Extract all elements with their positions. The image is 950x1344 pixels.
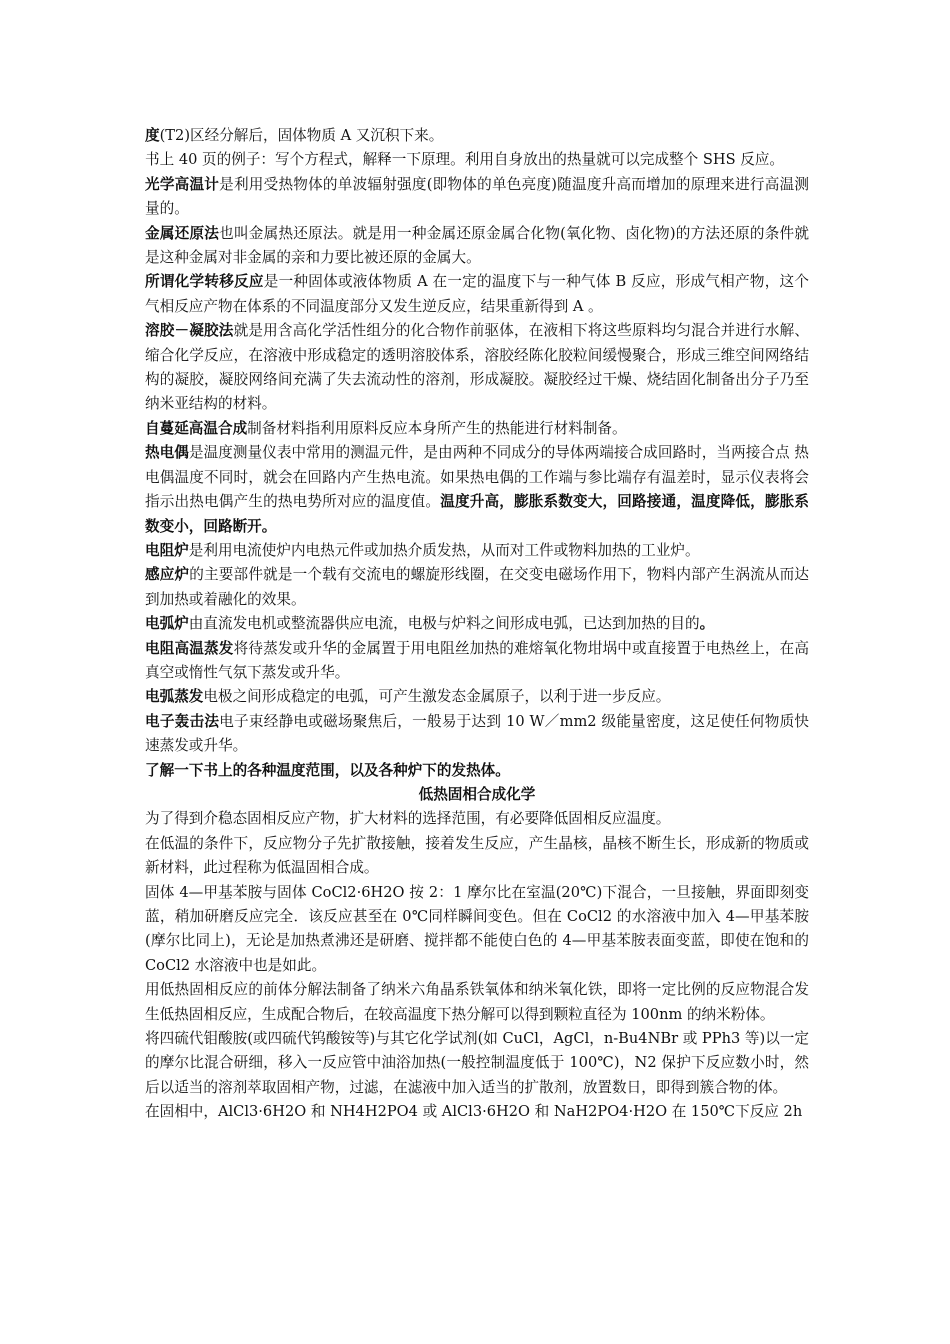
section-heading xyxy=(145,783,809,807)
paragraph xyxy=(145,807,809,831)
text-run: 书上 40 页的例子：写个方程式，解释一下原理。利用自身放出的热量就可以完成整个 SHS 反应。 xyxy=(145,151,785,169)
paragraph xyxy=(145,222,809,271)
paragraph xyxy=(145,173,809,222)
text-run: 电子束经静电或磁场聚焦后，一般易于达到 10 W／mm2 级能量密度，这足使任何物质快速蒸发或升华。 xyxy=(145,712,809,755)
paragraph xyxy=(145,881,809,979)
paragraph xyxy=(145,710,809,759)
text-run: 是温度测量仪表中常用的测温元件，是由两种不同成分的导体两端接合成回路时，当两接合点 热电偶温度不同时，就会在回路内产生热电流。如果热电偶的工作端与参比端存有温差时，显示仪表将会指示出热电偶产生的热电势所对应的温度值。 xyxy=(145,444,809,511)
text-run: 将四硫代钼酸胺(或四硫代钨酸铵等)与其它化学试剂(如 CuCl，AgCl，n-Bu4NBr 或 PPh3 等)以一定的摩尔比混合研细，移入一反应管中油浴加热(一般控制温度低于 100℃)，N2 保护下反应数小时，然后以适当的溶剂萃取固相产物，过滤，在滤液中加入适当的扩散剂，放置数日，即得到簇合物的体。 xyxy=(145,1030,809,1096)
document-body xyxy=(145,124,809,1125)
bold-text-run: 低热固相合成化学 xyxy=(418,785,536,803)
paragraph xyxy=(145,539,809,563)
paragraph xyxy=(145,685,809,709)
text-run: 由直流发电机或整流器供应电流，电极与炉料之间形成电弧，已达到加热的目的 xyxy=(188,615,700,633)
paragraph xyxy=(145,637,809,686)
paragraph xyxy=(145,270,809,319)
bold-text-run: 电阻高温蒸发 xyxy=(145,639,234,657)
text-run: 电极之间形成稳定的电弧，可产生激发态金属原子，以利于进一步反应。 xyxy=(203,688,671,706)
paragraph xyxy=(145,148,809,172)
paragraph xyxy=(145,319,809,417)
text-run: 用低热固相反应的前体分解法制备了纳米六角晶系铁氧体和纳米氧化铁，即将一定比例的反应物混合发生低热固相反应，生成配合物后，在较高温度下热分解可以得到颗粒直径为 100nm 的纳米粉体。 xyxy=(145,981,809,1023)
paragraph xyxy=(145,563,809,612)
text-run: 是一种固体或液体物质 A 在一定的温度下与一种气体 B 反应，形成气相产物，这个气相反应产物在体系的不同温度部分又发生逆反应，结果重新得到 A 。 xyxy=(145,273,809,315)
bold-text-run: 电阻炉 xyxy=(145,541,189,559)
text-run: 制备材料指利用原料反应本身所产生的热能进行材料制备。 xyxy=(247,419,627,437)
text-run: 是利用电流使炉内电热元件或加热介质发热，从而对工件或物料加热的工业炉。 xyxy=(188,541,700,559)
text-run: 在低温的条件下，反应物分子先扩散接触，接着发生反应，产生晶核，晶核不断生长，形成新的物质或新材料，此过程称为低温固相合成。 xyxy=(145,834,809,877)
text-run: 也叫金属热还原法。就是用一种金属还原金属合化物(氧化物、卤化物)的方法还原的条件就是这种金属对非金属的亲和力要比被还原的金属大。 xyxy=(145,224,809,267)
bold-text-run: 溶胶－凝胶法 xyxy=(145,322,234,340)
bold-text-run: 温度升高，膨胀系数变大，回路接通，温度降低，膨胀系数变小，回路断开。 xyxy=(145,493,809,535)
text-run: 就是用含高化学活性组分的化合物作前驱体，在液相下将这些原料均匀混合并进行水解、缩合化学反应，在溶液中形成稳定的透明溶胶体系，溶胶经陈化胶粒间缓慢聚合，形成三维空间网络结构的凝胶，凝胶网络间充满了失去流动性的溶剂，形成凝胶。凝胶经过干燥、烧结固化制备出分子乃至纳米亚结构的材料。 xyxy=(145,322,809,413)
text-run: 固体 4—甲基苯胺与固体 CoCl2·6H2O 按 2：1 摩尔比在室温(20℃)下混合，一旦接触，界面即刻变蓝，稍加研磨反应完全．该反应甚至在 0℃同样瞬间变色。但在 CoCl2 的水溶液中加入 4—甲基苯胺(摩尔比同上)，无论是加热煮沸还是研磨、搅拌都不能使白色的 4—甲基苯胺表面变蓝，即使在饱和的 CoCl2 水溶液中也是如此。 xyxy=(145,883,809,974)
bold-text-run: 金属还原法 xyxy=(145,224,220,242)
bold-text-run: 电子轰击法 xyxy=(145,712,220,730)
paragraph xyxy=(145,978,809,1027)
bold-text-run: 热电偶 xyxy=(145,444,189,462)
text-run: 是利用受热物体的单波辐射强度(即物体的单色亮度)随温度升高而增加的原理来进行高温测量的。 xyxy=(145,175,809,218)
bold-text-run: 电弧蒸发 xyxy=(145,688,204,706)
paragraph xyxy=(145,1100,809,1124)
paragraph xyxy=(145,441,809,539)
paragraph xyxy=(145,1027,809,1100)
text-run: 在固相中，AlCl3·6H2O 和 NH4H2PO4 或 AlCl3·6H2O 和 NaH2PO4·H2O 在 150℃下反应 2h xyxy=(145,1103,803,1121)
paragraph xyxy=(145,124,809,148)
bold-text-run: 。 xyxy=(699,615,715,633)
bold-text-run: 光学高温计 xyxy=(145,175,220,193)
bold-text-run: 感应炉 xyxy=(145,566,190,584)
bold-text-run: 度 xyxy=(145,127,160,144)
text-run: 的主要部件就是一个载有交流电的螺旋形线圈，在交变电磁场作用下，物料内部产生涡流从而达到加热或着融化的效果。 xyxy=(145,566,809,608)
paragraph xyxy=(145,759,809,783)
bold-text-run: 电弧炉 xyxy=(145,615,189,633)
bold-text-run: 了解一下书上的各种温度范围，以及各种炉下的发热体。 xyxy=(145,761,510,779)
text-run: 将待蒸发或升华的金属置于用电阻丝加热的难熔氧化物坩埚中或直接置于电热丝上，在高真空或惰性气氛下蒸发或升华。 xyxy=(145,639,809,681)
text-run: 为了得到介稳态固相反应产物，扩大材料的选择范围，有必要降低固相反应温度。 xyxy=(145,810,671,828)
bold-text-run: 所谓化学转移反应 xyxy=(145,273,264,291)
paragraph xyxy=(145,832,809,881)
paragraph xyxy=(145,417,809,441)
bold-text-run: 自蔓延高温合成 xyxy=(145,419,248,437)
paragraph xyxy=(145,612,809,636)
text-run: (T2)区经分解后，固体物质 A 又沉积下来。 xyxy=(159,127,444,144)
